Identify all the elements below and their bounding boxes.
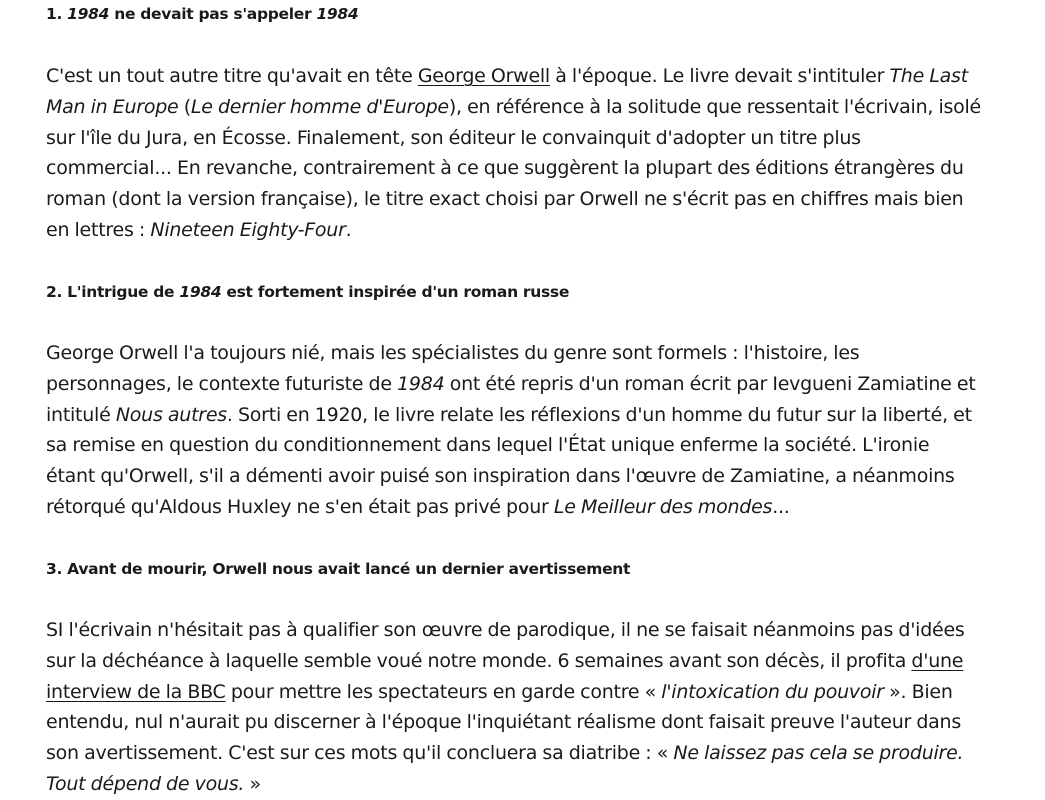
paragraph-text: » [244, 772, 261, 795]
quote-text: l'intoxication du pouvoir [661, 680, 884, 703]
section-heading-3 [46, 555, 630, 583]
paragraph-text: ... [772, 495, 790, 518]
heading-book-title: 1984 [316, 5, 359, 23]
quote-text: Ne laissez pas cela se produire. Tout dépend de vous. [46, 742, 964, 795]
paragraph-text: ( [178, 95, 191, 118]
heading-text: 2. L'intrigue de [46, 283, 180, 301]
book-title: The Last Man in Europe [46, 65, 968, 118]
section-heading-1 [46, 0, 358, 28]
book-title: Nous autres [115, 403, 227, 426]
section-paragraph-2 [46, 338, 981, 523]
paragraph-text: . [345, 218, 352, 241]
book-title: Le Meilleur des mondes [553, 495, 773, 518]
paragraph-text: pour mettre les spectateurs en garde contre « [225, 680, 662, 703]
george-orwell-link[interactable]: George Orwell [417, 65, 550, 87]
heading-text: 3. Avant de mourir, Orwell nous avait lancé un dernier avertissement [46, 560, 631, 578]
paragraph-text: ». Bien entendu, nul n'aurait pu discerner à l'époque l'inquiétant réalisme dont faisait preuve l'auteur dans son avertissement. C'est sur ces mots qu'il concluera sa diatribe : « [46, 680, 961, 765]
paragraph-text: ont été repris d'un roman écrit par Ievgueni Zamiatine et intitulé [46, 372, 976, 426]
book-title: Le dernier homme d'Europe [190, 95, 449, 118]
book-title: 1984 [397, 372, 445, 395]
paragraph-text: SI l'écrivain n'hésitait pas à qualifier son œuvre de parodique, il ne se faisait néanmoins pas d'idées sur la déchéance à laquelle semble voué notre monde. 6 semaines avant son décès, il profita [46, 619, 965, 672]
section-paragraph-3 [46, 615, 981, 800]
paragraph-text: ), en référence à la solitude que ressentait l'écrivain, isolé sur l'île du Jura, en Écosse. Finalement, son éditeur le convainquit d'adopter un titre plus commercial... En revanche, contrairement à ce que suggèrent la plupart des éditions étrangères du roman (dont la version française), le titre exact choisi par Orwell ne s'écrit pas en chiffres mais bien en lettres : [46, 95, 981, 241]
book-title: Nineteen Eighty-Four [150, 218, 346, 241]
bbc-interview-link[interactable]: d'une interview de la BBC [46, 649, 964, 703]
heading-text: 1. [46, 5, 68, 23]
heading-text: est fortement inspirée d'un roman russe [221, 283, 570, 301]
paragraph-text: à l'époque. Le livre devait s'intituler [549, 65, 890, 87]
paragraph-text: C'est un tout autre titre qu'avait en tête [46, 65, 418, 87]
heading-text: ne devait pas s'appeler [109, 5, 317, 23]
heading-book-title: 1984 [67, 5, 110, 23]
paragraph-text: George Orwell l'a toujours nié, mais les spécialistes du genre sont formels : l'histoire, les personnages, le contexte futuriste de [46, 342, 860, 395]
section-paragraph-1 [46, 61, 981, 246]
paragraph-text: . Sorti en 1920, le livre relate les réflexions d'un homme du futur sur la liberté, et sa remise en question du conditionnement dans lequel l'État unique enferme la société. L'ironie étant qu'Orwell, s'il a démenti avoir puisé son inspiration dans l'œuvre de Zamiatine, a néanmoins rétorqué qu'Aldous Huxley ne s'en était pas privé pour [46, 403, 972, 518]
section-heading-2 [46, 278, 569, 306]
heading-book-title: 1984 [179, 283, 222, 301]
